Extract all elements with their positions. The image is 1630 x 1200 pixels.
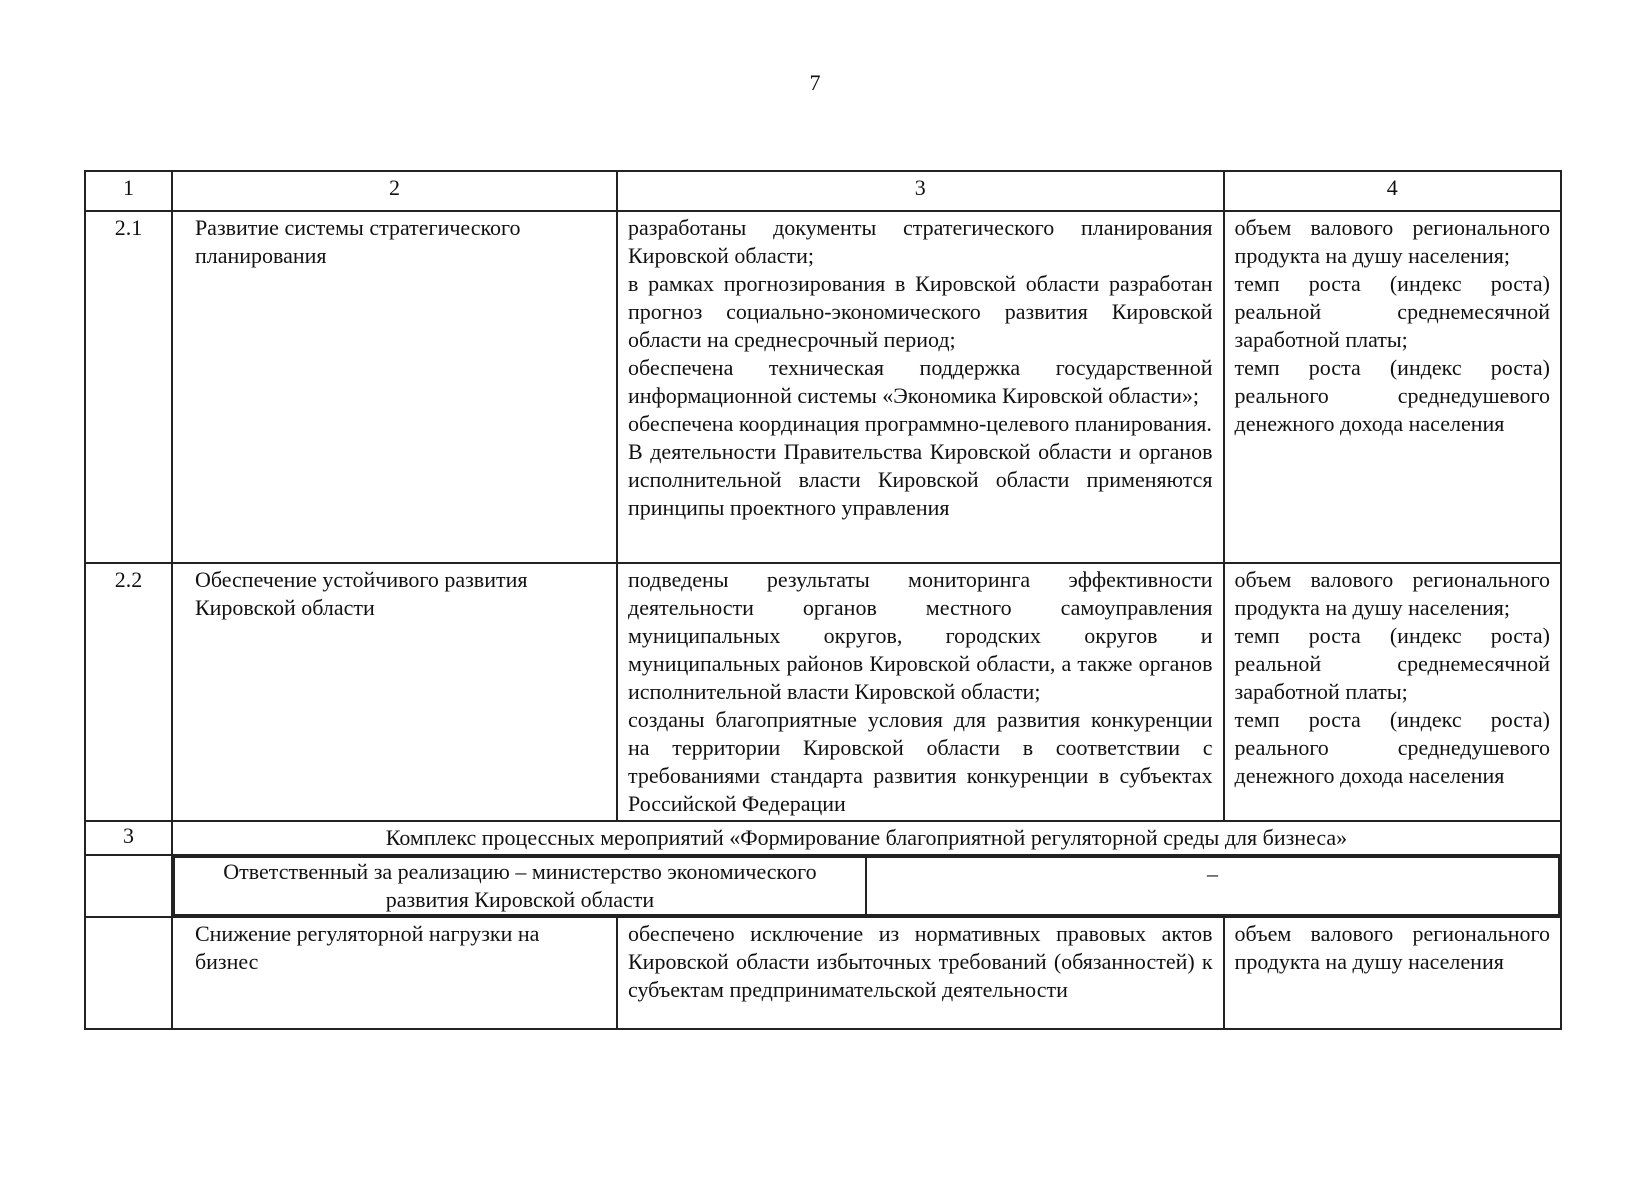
result-item: обеспечена техническая поддержка государственной информационной системы «Экономика Кировской области»; [628, 355, 1213, 408]
indicator-item: темп роста (индекс роста) реального среднедушевого денежного дохода населения [1234, 707, 1550, 788]
result-item: В деятельности Правительства Кировской области и органов исполнительной власти Кировской области применяются принципы проектного управления [628, 439, 1213, 520]
table-row-task [85, 917, 1561, 1029]
result-item: в рамках прогнозирования в Кировской области разработан прогноз социально-экономического развития Кировской области на среднесрочный период; [628, 271, 1213, 352]
header-row [85, 171, 1561, 211]
section-number: 3 [85, 821, 172, 855]
result-item: созданы благоприятные условия для развития конкуренции на территории Кировской области в соответствии с требованиями стандарта развития конкуренции в субъектах Российской Федерации [628, 707, 1213, 816]
result-item: подведены результаты мониторинга эффективности деятельности органов местного самоуправления муниципальных округов, городских округов и муниципальных районов Кировской области, а также органов исполнительной власти Кировской области; [628, 567, 1213, 704]
indicator-item: объем валового регионального продукта на душу населения [1234, 921, 1550, 974]
indicator-item: темп роста (индекс роста) реального среднедушевого денежного дохода населения [1234, 355, 1550, 436]
program-table [84, 170, 1562, 1030]
indicator-item: темп роста (индекс роста) реальной среднемесячной заработной платы; [1234, 271, 1550, 352]
responsible-label: Ответственный за реализацию – министерство экономического развития Кировской области [174, 857, 866, 915]
row-title: Снижение регуляторной нагрузки на бизнес [172, 917, 617, 1029]
row-title: Обеспечение устойчивого развития Кировской области [172, 563, 617, 821]
row-number [85, 917, 172, 1029]
row-results [617, 917, 1224, 1029]
row-indicators [1224, 211, 1561, 563]
row-indicators [1224, 917, 1561, 1029]
header-cell-1: 1 [85, 171, 172, 211]
indicator-item: объем валового регионального продукта на душу населения; [1234, 215, 1550, 268]
row-results [617, 211, 1224, 563]
header-cell-3: 3 [617, 171, 1224, 211]
row-number: 2.2 [85, 563, 172, 821]
table-row-2-2 [85, 563, 1561, 821]
responsible-cell [172, 855, 1561, 917]
row-results [617, 563, 1224, 821]
row-title: Развитие системы стратегического планирования [172, 211, 617, 563]
row-indicators [1224, 563, 1561, 821]
header-cell-4: 4 [1224, 171, 1561, 211]
section-title: Комплекс процессных мероприятий «Формирование благоприятной регуляторной среды для бизнеса» [172, 821, 1561, 855]
indicator-item: объем валового регионального продукта на душу населения; [1234, 567, 1550, 620]
row-number: 2.1 [85, 211, 172, 563]
header-cell-2: 2 [172, 171, 617, 211]
result-item: разработаны документы стратегического планирования Кировской области; [628, 215, 1213, 268]
responsible-value: – [866, 857, 1559, 915]
empty-number-cell [85, 855, 172, 917]
responsible-row [85, 855, 1561, 917]
result-item: обеспечено исключение из нормативных правовых актов Кировской области избыточных требований (обязанностей) к субъектам предпринимательской деятельности [628, 921, 1213, 1002]
result-item: обеспечена координация программно-целевого планирования. [628, 411, 1212, 436]
indicator-item: темп роста (индекс роста) реальной среднемесячной заработной платы; [1234, 623, 1550, 704]
responsible-inner [173, 856, 1560, 916]
section-3-row [85, 821, 1561, 855]
page-number: 7 [809, 70, 821, 95]
table-row-2-1 [85, 211, 1561, 563]
